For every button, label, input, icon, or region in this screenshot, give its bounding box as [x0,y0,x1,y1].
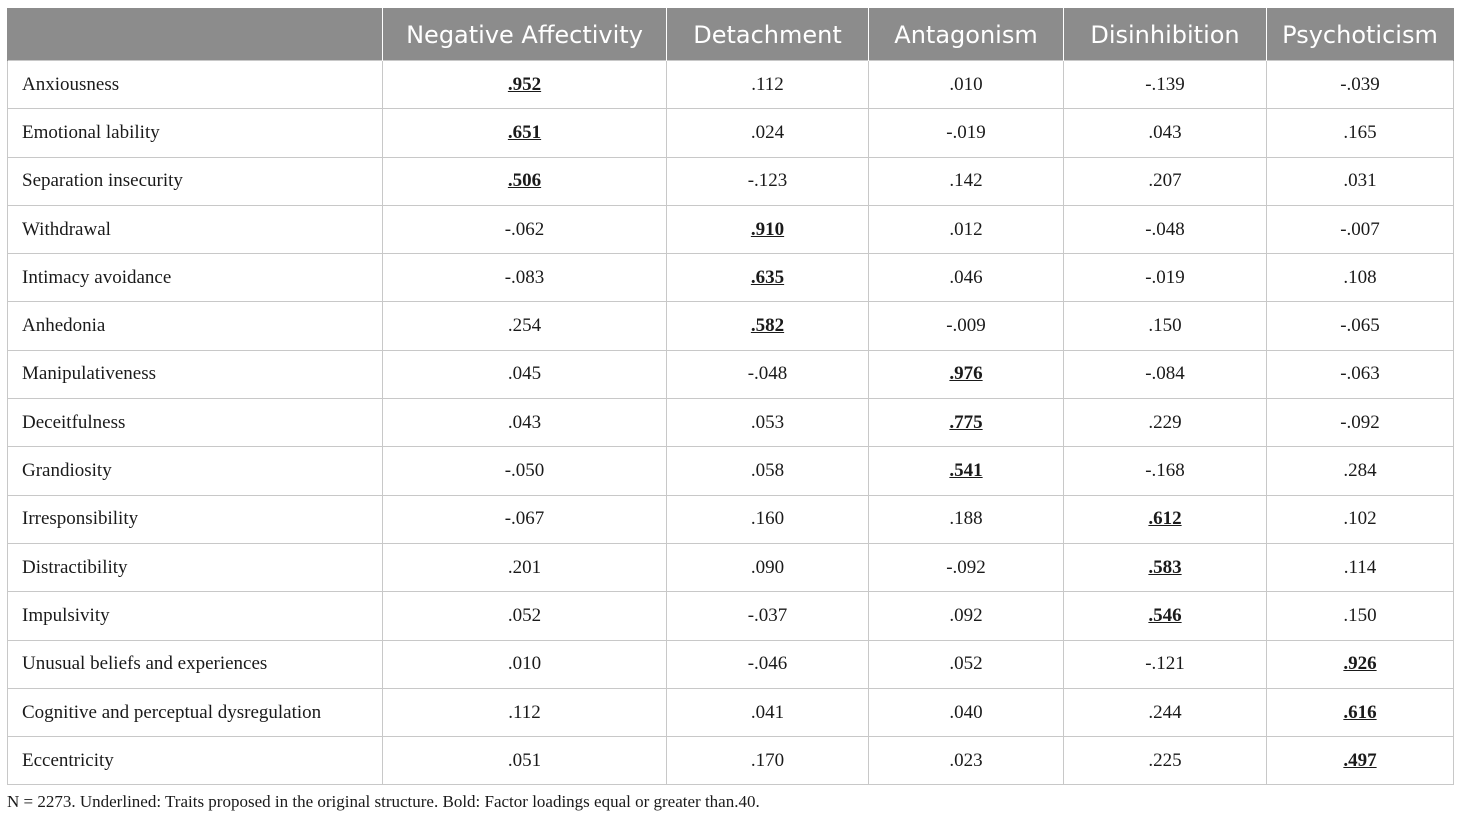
loading-cell-highlighted: .497 [1267,737,1454,785]
loading-cell-highlighted: .635 [667,254,869,302]
trait-name-cell: Eccentricity [8,737,383,785]
header-negative-affectivity: Negative Affectivity [383,9,667,61]
trait-name-cell: Deceitfulness [8,399,383,447]
loading-cell-highlighted: .541 [869,447,1064,495]
loading-cell: .090 [667,543,869,591]
table-row [8,447,1454,495]
loading-cell: .023 [869,737,1064,785]
trait-name-cell: Anhedonia [8,302,383,350]
loading-cell: .051 [383,737,667,785]
table-row [8,640,1454,688]
header-disinhibition: Disinhibition [1064,9,1267,61]
table-row [8,543,1454,591]
loading-cell: -.039 [1267,61,1454,109]
loading-cell: .112 [667,61,869,109]
loading-cell: -.019 [869,109,1064,157]
loading-cell: .207 [1064,157,1267,205]
trait-name-cell: Cognitive and perceptual dysregulation [8,688,383,736]
loading-cell: -.009 [869,302,1064,350]
trait-name-cell: Distractibility [8,543,383,591]
loading-cell: -.123 [667,157,869,205]
loading-cell: .031 [1267,157,1454,205]
loading-cell: .058 [667,447,869,495]
table-row [8,157,1454,205]
loading-cell-highlighted: .582 [667,302,869,350]
loading-cell: -.092 [1267,399,1454,447]
factor-loadings-table-container [7,8,1453,785]
loading-cell: -.121 [1064,640,1267,688]
loading-cell: -.048 [1064,205,1267,253]
header-row [8,9,1454,61]
loading-cell: .150 [1267,592,1454,640]
loading-cell: .052 [383,592,667,640]
header-antagonism: Antagonism [869,9,1064,61]
loading-cell: .201 [383,543,667,591]
loading-cell: .244 [1064,688,1267,736]
trait-name-cell: Irresponsibility [8,495,383,543]
table-row [8,592,1454,640]
trait-name-cell: Intimacy avoidance [8,254,383,302]
loading-cell: -.019 [1064,254,1267,302]
loading-cell: .010 [383,640,667,688]
loading-cell: -.083 [383,254,667,302]
table-header [8,9,1454,61]
loading-cell: .142 [869,157,1064,205]
loading-cell-highlighted: .952 [383,61,667,109]
table-row [8,350,1454,398]
loading-cell: .092 [869,592,1064,640]
loading-cell-highlighted: .546 [1064,592,1267,640]
loading-cell: .114 [1267,543,1454,591]
loading-cell-highlighted: .616 [1267,688,1454,736]
trait-name-cell: Grandiosity [8,447,383,495]
loading-cell: .254 [383,302,667,350]
loading-cell-highlighted: .583 [1064,543,1267,591]
loading-cell: .102 [1267,495,1454,543]
trait-name-cell: Emotional lability [8,109,383,157]
loading-cell: -.050 [383,447,667,495]
trait-name-cell: Impulsivity [8,592,383,640]
loading-cell: -.037 [667,592,869,640]
loading-cell-highlighted: .910 [667,205,869,253]
table-row [8,495,1454,543]
loading-cell: .170 [667,737,869,785]
trait-name-cell: Separation insecurity [8,157,383,205]
loading-cell: .041 [667,688,869,736]
loading-cell: .165 [1267,109,1454,157]
table-row [8,737,1454,785]
table-row [8,399,1454,447]
loading-cell: -.168 [1064,447,1267,495]
loading-cell: -.048 [667,350,869,398]
loading-cell: -.007 [1267,205,1454,253]
loading-cell-highlighted: .976 [869,350,1064,398]
table-body [8,61,1454,785]
header-detachment: Detachment [667,9,869,61]
trait-name-cell: Manipulativeness [8,350,383,398]
loading-cell: -.046 [667,640,869,688]
loading-cell: .043 [1064,109,1267,157]
table-row [8,254,1454,302]
loading-cell: .040 [869,688,1064,736]
loading-cell: .112 [383,688,667,736]
loading-cell-highlighted: .926 [1267,640,1454,688]
trait-name-cell: Withdrawal [8,205,383,253]
header-trait-column [8,9,383,61]
table-row [8,109,1454,157]
loading-cell: .225 [1064,737,1267,785]
loading-cell-highlighted: .651 [383,109,667,157]
loading-cell: .160 [667,495,869,543]
loading-cell: -.084 [1064,350,1267,398]
loading-cell: -.139 [1064,61,1267,109]
loading-cell: .012 [869,205,1064,253]
loading-cell: .053 [667,399,869,447]
loading-cell-highlighted: .612 [1064,495,1267,543]
loading-cell: .043 [383,399,667,447]
loading-cell: .045 [383,350,667,398]
table-footnote: N = 2273. Underlined: Traits proposed in the original structure. Bold: Factor loadings equal or greater than.40. [7,792,760,811]
trait-name-cell: Unusual beliefs and experiences [8,640,383,688]
loading-cell: .024 [667,109,869,157]
table-row [8,205,1454,253]
loading-cell: -.065 [1267,302,1454,350]
loading-cell: .229 [1064,399,1267,447]
table-row [8,302,1454,350]
loading-cell: .046 [869,254,1064,302]
loading-cell: -.067 [383,495,667,543]
factor-loadings-table [7,8,1454,785]
loading-cell: -.062 [383,205,667,253]
loading-cell-highlighted: .506 [383,157,667,205]
loading-cell: .188 [869,495,1064,543]
loading-cell: .150 [1064,302,1267,350]
loading-cell: -.063 [1267,350,1454,398]
loading-cell-highlighted: .775 [869,399,1064,447]
loading-cell: .052 [869,640,1064,688]
table-row [8,688,1454,736]
header-psychoticism: Psychoticism [1267,9,1454,61]
loading-cell: .108 [1267,254,1454,302]
loading-cell: .284 [1267,447,1454,495]
loading-cell: -.092 [869,543,1064,591]
table-row [8,61,1454,109]
loading-cell: .010 [869,61,1064,109]
trait-name-cell: Anxiousness [8,61,383,109]
